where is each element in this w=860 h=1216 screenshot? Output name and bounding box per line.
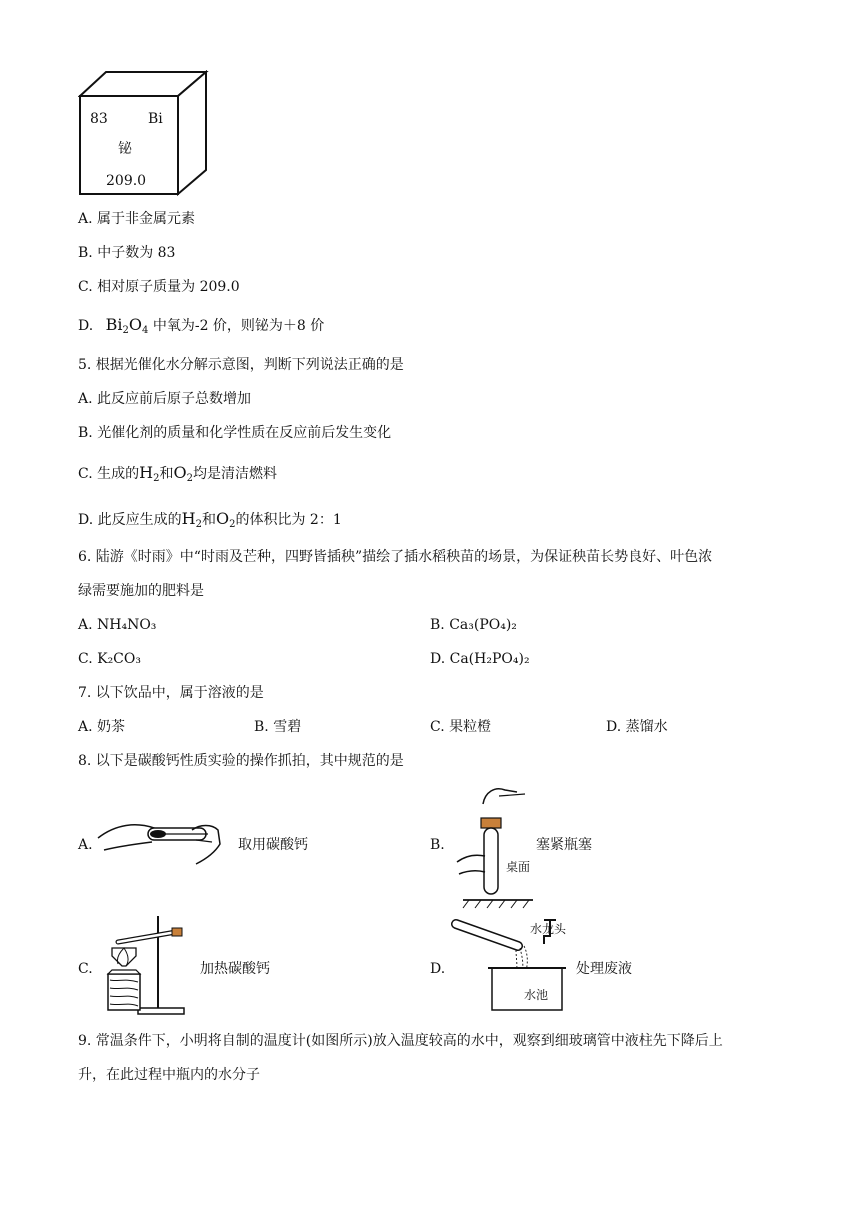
q8-option-a-figure — [96, 810, 226, 870]
q5-option-c: C. 生成的$H_2$和$O_2$均是清洁燃料 — [78, 463, 277, 484]
q8-option-b-caption: 塞紧瓶塞 — [536, 837, 592, 853]
q6-option-b: B. Ca₃(PO₄)₂ — [430, 617, 517, 633]
q4-option-c: C. 相对原子质量为 209.0 — [78, 279, 240, 295]
q9-stem-line2: 升，在此过程中瓶内的水分子 — [78, 1067, 260, 1083]
q8-option-b-desk-label: 桌面 — [506, 860, 531, 874]
q8-option-d-tap-label: 水龙头 — [530, 922, 567, 936]
q4-option-b: B. 中子数为 83 — [78, 245, 176, 261]
element-name: 铋 — [118, 141, 132, 157]
q6-option-a: A. NH₄NO₃ — [78, 617, 157, 633]
q8-option-b-figure — [455, 782, 535, 912]
q8-option-c-figure — [98, 910, 190, 1018]
q5-stem: 5. 根据光催化水分解示意图，判断下列说法正确的是 — [78, 357, 404, 373]
q8-option-b-letter: B. — [430, 837, 445, 853]
q8-stem: 8. 以下是碳酸钙性质实验的操作抓拍，其中规范的是 — [78, 753, 404, 769]
q8-option-c-caption: 加热碳酸钙 — [200, 961, 270, 977]
q5-option-d: D. 此反应生成的$H_2$和$O_2$的体积比为 2：1 — [78, 509, 342, 530]
q4-option-a: A. 属于非金属元素 — [78, 211, 196, 227]
element-mass: 209.0 — [106, 173, 147, 189]
q7-option-c: C. 果粒橙 — [430, 719, 492, 735]
element-symbol: Bi — [148, 111, 163, 127]
q7-option-b: B. 雪碧 — [254, 719, 302, 735]
q7-option-d: D. 蒸馏水 — [606, 719, 668, 735]
q6-stem-line1: 6. 陆游《时雨》中“时雨及芒种，四野皆插秧”描绘了插水稻秧苗的场景，为保证秧苗长势良好、叶色浓 — [78, 549, 713, 565]
q8-option-d-caption: 处理废液 — [576, 961, 632, 977]
element-number: 83 — [90, 111, 108, 127]
q5-option-a: A. 此反应前后原子总数增加 — [78, 391, 252, 407]
q6-option-c: C. K₂CO₃ — [78, 651, 141, 667]
q8-option-a-caption: 取用碳酸钙 — [238, 837, 308, 853]
q9-stem-line1: 9. 常温条件下，小明将自制的温度计(如图所示)放入温度较高的水中，观察到细玻璃管中液柱先下降后上 — [78, 1033, 723, 1049]
q8-option-a-letter: A. — [78, 837, 93, 853]
q6-stem-line2: 绿需要施加的肥料是 — [78, 583, 204, 599]
q8-option-d-letter: D. — [430, 961, 446, 977]
q8-option-d-sink-label: 水池 — [524, 988, 549, 1002]
q6-option-d: D. Ca(H₂PO₄)₂ — [430, 651, 530, 667]
q7-stem: 7. 以下饮品中，属于溶液的是 — [78, 685, 264, 701]
q4-option-d: D. $Bi_2O_4$ 中氧为-2 价，则铋为＋8 价 — [78, 315, 325, 336]
q5-option-b: B. 光催化剂的质量和化学性质在反应前后发生变化 — [78, 425, 392, 441]
q8-option-c-letter: C. — [78, 961, 93, 977]
q7-option-a: A. 奶茶 — [78, 719, 126, 735]
